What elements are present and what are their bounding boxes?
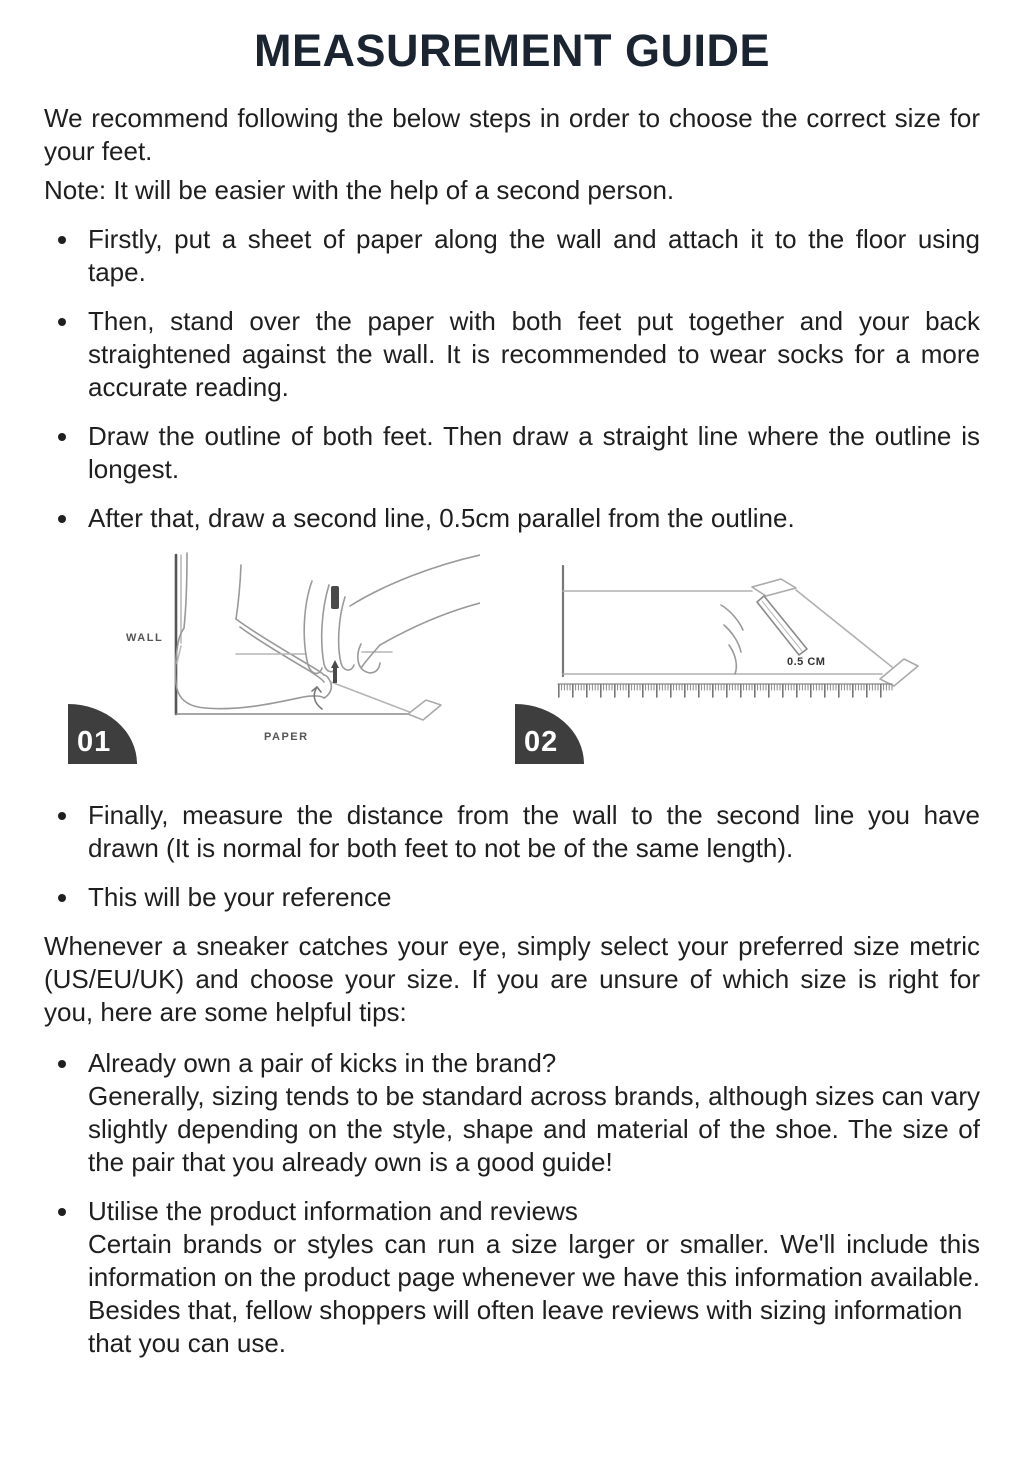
list-item [44,1195,980,1360]
list-item: Draw the outline of both feet. Then draw a straight line where the outline is longest. [44,420,980,486]
steps-after-list [44,799,980,914]
list-item: Firstly, put a sheet of paper along the wall and attach it to the floor using tape. [44,223,980,289]
half-cm-label: 0.5 CM [787,656,826,669]
tip-body-continued: that you can use. [88,1328,287,1359]
tip-heading: Already own a pair of kicks in the brand? [88,1048,557,1079]
pen-icon [331,586,339,683]
sizing-paragraph: Whenever a sneaker catches your eye, simply select your preferred size metric (US/EU/UK) and choose your size. If you are unsure of which size is right for you, here are some helpful tips: [44,931,980,1028]
tape-bottom [880,659,918,686]
list-item: After that, draw a second line, 0.5cm parallel from the outline. [44,502,980,535]
leg-outline [184,553,187,628]
paper-diagonal [331,682,420,716]
wall-label: WALL [126,632,164,645]
tape [408,700,441,720]
measurement-guide-page [0,26,1024,1360]
intro-note: Note: It will be easier with the help of a second person. [44,175,675,206]
tips-list [44,1047,980,1360]
figure-number: 02 [524,726,559,759]
tip-body: Certain brands or styles can run a size larger or smaller. We'll include this information on the product page whenever we have this information available. Besides that, fellow shoppers will often leave reviews with sizing information [88,1229,980,1326]
paper-label: PAPER [264,731,309,744]
list-item: Finally, measure the distance from the wall to the second line you have drawn (It is normal for both feet to not be of the same length). [44,799,980,865]
figure-number: 01 [77,726,112,759]
tape-top [752,579,796,596]
ruler [558,684,894,698]
list-item: This will be your reference [44,881,980,914]
tip-heading: Utilise the product information and reviews [88,1196,578,1227]
foot-outline [175,628,324,709]
list-item [44,1047,980,1179]
hand-outline [721,605,743,674]
page-title: MEASUREMENT GUIDE [253,25,771,76]
pencil-icon [757,596,807,655]
trace-arrow [314,687,322,709]
tip-body: Generally, sizing tends to be standard across brands, although sizes can vary slightly depending on the style, shape and material of the shoe. The size of the pair that you already own is a good guide! [88,1081,980,1178]
intro-paragraph: We recommend following the below steps in order to choose the correct size for your feet. [44,103,980,167]
list-item: Then, stand over the paper with both feet put together and your back straightened against the wall. It is recommended to wear socks for a more accurate reading. [44,305,980,404]
illustrations-row [44,551,980,779]
hand-outline [304,555,480,673]
steps-list [44,223,980,535]
